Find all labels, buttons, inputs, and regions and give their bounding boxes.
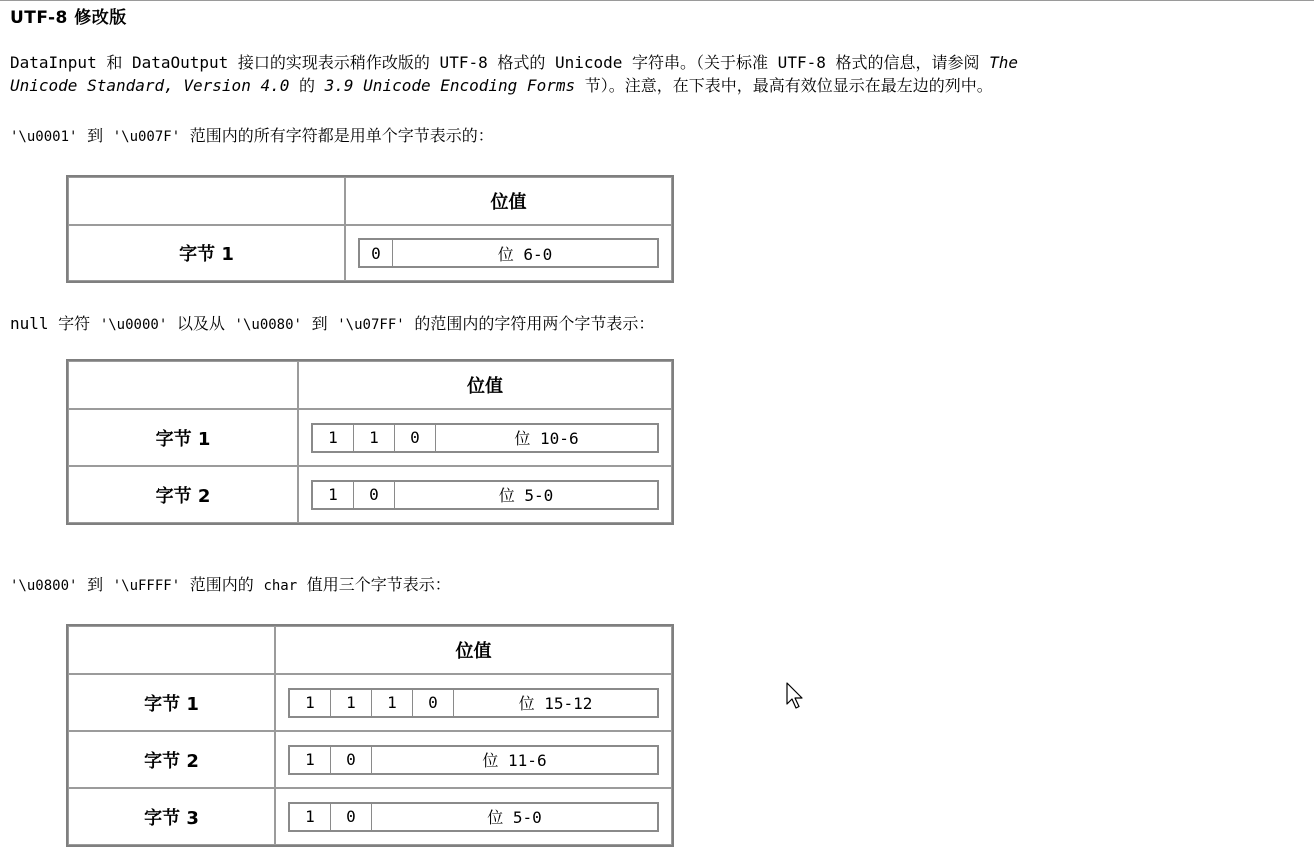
bit-cell: 1 — [372, 689, 413, 717]
bit-cell: 1 — [289, 689, 331, 717]
code-literal: '\u0001' — [10, 129, 78, 145]
bit-cell: 1 — [312, 424, 354, 452]
code-literal: '\u0000' — [99, 317, 168, 333]
encoding-table-2 — [66, 359, 674, 525]
byte-label: 字节 1 — [68, 674, 275, 731]
bit-cell: 0 — [413, 689, 454, 717]
page-heading: UTF-8 修改版 — [10, 8, 127, 28]
top-divider — [0, 0, 1314, 1]
bit-range-cell: 位 5-0 — [395, 481, 659, 509]
section-3-description — [10, 573, 451, 598]
code-literal: '\u0080' — [234, 317, 302, 333]
byte-label: 字节 3 — [68, 788, 275, 845]
encoding-table-3 — [66, 624, 674, 847]
section-1-description — [10, 124, 494, 149]
bit-layout-cell — [275, 788, 672, 845]
code-literal: char — [263, 578, 298, 594]
desc-text: 范围内的所有字符都是用单个字节表示的： — [180, 126, 494, 145]
intro-text-2: 的 — [289, 76, 325, 95]
intro-italic-section: 3.9 Unicode Encoding Forms — [324, 76, 576, 95]
bit-cell: 0 — [354, 481, 395, 509]
bit-range-cell: 位 11-6 — [372, 746, 659, 774]
bit-layout-cell — [298, 409, 672, 466]
bit-layout-cell — [275, 674, 672, 731]
bit-cell: 0 — [331, 803, 372, 831]
byte-label: 字节 2 — [68, 731, 275, 788]
byte-label: 字节 1 — [68, 409, 298, 466]
bit-range-cell: 位 10-6 — [436, 424, 659, 452]
empty-header-cell — [68, 626, 275, 674]
bit-layout — [358, 238, 659, 268]
bit-cell: 1 — [289, 803, 331, 831]
code-literal: '\uFFFF' — [112, 578, 181, 594]
bit-cell: 0 — [359, 239, 393, 267]
empty-header-cell — [68, 361, 298, 409]
empty-header-cell — [68, 177, 345, 225]
bit-layout-cell — [275, 731, 672, 788]
intro-line-1 — [10, 51, 1018, 74]
desc-text: 范围内的 — [180, 575, 264, 594]
bit-layout — [288, 745, 659, 775]
bit-value-header: 位值 — [345, 177, 672, 225]
code-literal: '\u07FF' — [337, 317, 405, 333]
bit-cell: 1 — [312, 481, 354, 509]
intro-italic-title: The — [989, 53, 1019, 72]
bit-range-cell: 位 15-12 — [454, 689, 659, 717]
desc-text: null 字符 — [10, 314, 100, 333]
intro-text: DataInput 和 DataOutput 接口的实现表示稍作改版的 UTF-8 格式的 Unicode 字符串。（关于标准 UTF-8 格式的信息，请参阅 — [10, 53, 990, 72]
bit-cell: 1 — [354, 424, 395, 452]
bit-layout-cell — [345, 225, 672, 281]
code-literal: '\u007F' — [112, 129, 181, 145]
bit-cell: 0 — [395, 424, 436, 452]
bit-range-cell: 位 5-0 — [372, 803, 659, 831]
desc-text: 到 — [77, 575, 113, 594]
encoding-table-1 — [66, 175, 674, 283]
bit-cell: 1 — [331, 689, 372, 717]
desc-text: 以及从 — [167, 314, 235, 333]
bit-layout-cell — [298, 466, 672, 523]
bit-layout — [288, 802, 659, 832]
desc-text: 到 — [301, 314, 338, 333]
intro-text-3: 节）。注意，在下表中，最高有效位显示在最左边的列中。 — [575, 76, 993, 95]
bit-layout — [311, 480, 659, 510]
intro-line-2 — [10, 74, 993, 97]
desc-text: 值用三个字节表示： — [297, 575, 451, 594]
section-2-description — [10, 312, 654, 337]
bit-layout — [288, 688, 659, 718]
code-literal: '\u0800' — [10, 578, 78, 594]
byte-label: 字节 2 — [68, 466, 298, 523]
bit-range-cell: 位 6-0 — [393, 239, 659, 267]
mouse-pointer-icon — [786, 682, 806, 712]
bit-value-header: 位值 — [275, 626, 672, 674]
desc-text: 到 — [77, 126, 113, 145]
desc-text: 的范围内的字符用两个字节表示： — [404, 314, 655, 333]
bit-cell: 0 — [331, 746, 372, 774]
bit-value-header: 位值 — [298, 361, 672, 409]
intro-italic-standard: Unicode Standard, Version 4.0 — [10, 76, 290, 95]
bit-layout — [311, 423, 659, 453]
byte-label: 字节 1 — [68, 225, 345, 281]
bit-cell: 1 — [289, 746, 331, 774]
